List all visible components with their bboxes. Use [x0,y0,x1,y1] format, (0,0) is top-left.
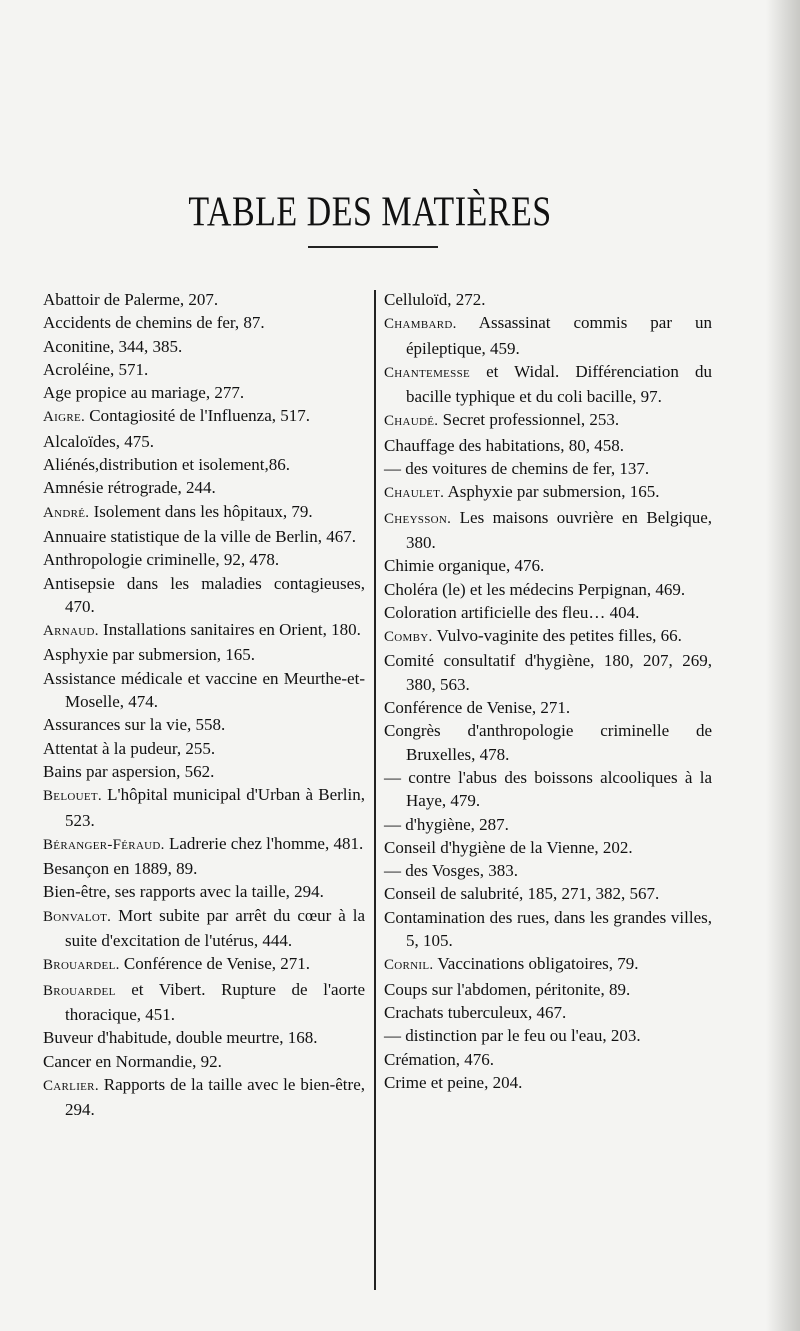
entry-text: — contre l'abus des boissons alcooliques à la Haye, 479. [384,767,712,811]
index-entry [384,601,712,624]
entry-text: — distinction par le feu ou l'eau, 203. [384,1026,641,1046]
entry-text: Les maisons ouvrière en Belgique, 380. [406,507,712,552]
index-entry [43,500,365,525]
index-entry [384,649,712,696]
entry-text: Asphyxie par submersion, 165. [444,482,660,502]
index-entry [384,311,712,360]
left-column [43,288,365,1121]
entry-text: Choléra (le) et les médecins Perpignan, 469. [384,579,686,599]
index-entry [384,1024,712,1047]
index-entry [384,360,712,409]
index-entry [43,832,365,857]
entry-text: Secret professionnel, 253. [438,410,620,430]
index-entry [384,1048,712,1071]
author-name: Béranger-Féraud. [43,836,165,853]
index-entry [43,525,365,548]
author-name: Chaulet. [384,485,445,502]
entry-text: Coups sur l'abdomen, péritonite, 89. [384,979,631,999]
entry-text: Conférence de Venise, 271. [119,954,311,974]
author-name: Cheysson. [384,510,452,527]
index-entry [43,713,365,736]
index-entry [43,381,365,404]
index-entry [43,1073,365,1122]
index-entry [43,643,365,666]
entry-text: et Widal. Différenciation du bacille typhique et du coli bacille, 97. [406,361,712,407]
index-entry [384,434,712,457]
entry-text: Aliénés,distribution et isolement,86. [43,455,290,475]
entry-text: Coloration artificielle des fleu… 404. [384,602,640,622]
author-name: Brouardel [43,982,116,999]
right-column [384,288,712,1094]
index-entry [384,882,712,905]
entry-text: Assurances sur la vie, 558. [43,715,226,735]
author-name: Arnaud. [43,623,99,640]
index-entry [384,696,712,719]
column-divider [374,290,376,1290]
index-entry [384,624,712,649]
entry-text: — des voitures de chemins de fer, 137. [384,459,650,479]
index-entry [384,906,712,953]
index-entry [43,572,365,619]
entry-text: Age propice au mariage, 277. [43,383,245,403]
entry-text: Conseil d'hygiène de la Vienne, 202. [384,837,633,857]
index-entry [384,813,712,836]
entry-text: Aconitine, 344, 385. [43,336,183,356]
index-entry [43,548,365,571]
index-entry [384,1001,712,1024]
entry-text: Cancer en Normandie, 92. [43,1051,222,1071]
page-edge [766,0,800,1331]
index-entry [384,480,712,505]
index-entry [43,978,365,1027]
author-name: Brouardel. [43,957,120,974]
entry-text: Mort subite par arrêt du cœur à la suite d'excitation de l'utérus, 444. [65,905,365,951]
index-entry [43,430,365,453]
index-entry [43,1026,365,1049]
entry-text: Antisepsie dans les maladies contagieuses, 470. [43,573,365,616]
index-entry [43,335,365,358]
entry-text: Conférence de Venise, 271. [384,698,571,718]
entry-text: Asphyxie par submersion, 165. [43,645,256,665]
entry-text: Ladrerie chez l'homme, 481. [164,833,364,853]
title-rule [308,246,438,248]
index-entry [43,667,365,714]
index-entry [43,737,365,760]
entry-text: Bien-être, ses rapports avec la taille, 294. [43,882,324,902]
entry-text: Accidents de chemins de fer, 87. [43,313,265,333]
entry-text: — d'hygiène, 287. [384,814,509,834]
author-name: Chaudé. [384,413,439,430]
entry-text: Congrès d'anthropologie criminelle de Bruxelles, 478. [384,721,712,764]
entry-text: Abattoir de Palerme, 207. [43,290,219,309]
author-name: André. [43,504,90,521]
index-entry [384,408,712,433]
entry-text: Vaccinations obligatoires, 79. [433,954,639,974]
entry-text: — des Vosges, 383. [384,861,518,881]
index-entry [384,766,712,813]
index-entry [43,404,365,429]
index-entry [384,554,712,577]
entry-text: L'hôpital municipal d'Urban à Berlin, 523. [65,785,365,830]
entry-text: Anthropologie criminelle, 92, 478. [43,550,280,570]
page-title: TABLE DES MATIÈRES [188,188,552,236]
index-entry [384,578,712,601]
entry-text: Buveur d'habitude, double meurtre, 168. [43,1028,318,1048]
entry-text: Rapports de la taille avec le bien-être, 294. [65,1074,365,1120]
author-name: Aigre. [43,409,86,426]
index-entry [43,453,365,476]
index-entry [43,783,365,832]
index-entry [43,1050,365,1073]
index-entry [384,288,712,311]
author-name: Bonvalot. [43,908,112,925]
index-entry [384,978,712,1001]
index-entry [43,358,365,381]
index-entry [384,457,712,480]
author-name: Chambard. [384,316,457,333]
entry-text: Annuaire statistique de la ville de Berlin, 467. [43,526,357,546]
index-entry [43,952,365,977]
index-entry [384,506,712,555]
author-name: Cornil. [384,957,434,974]
author-name: Carlier. [43,1077,99,1094]
index-entry [43,311,365,334]
index-entry [43,904,365,953]
entry-text: Installations sanitaires en Orient, 180. [98,620,361,640]
index-entry [384,836,712,859]
author-name: Comby. [384,629,433,646]
entry-text: Chauffage des habitations, 80, 458. [384,435,625,455]
entry-text: Contamination des rues, dans les grandes villes, 5, 105. [384,907,712,951]
entry-text: Crachats tuberculeux, 467. [384,1002,567,1022]
entry-text: Chimie organique, 476. [384,556,545,576]
index-entry [43,760,365,783]
entry-text: Conseil de salubrité, 185, 271, 382, 567. [384,884,660,904]
entry-text: et Vibert. Rupture de l'aorte thoracique, 451. [65,979,365,1024]
entry-text: Attentat à la pudeur, 255. [43,738,216,758]
entry-text: Bains par aspersion, 562. [43,761,215,781]
entry-text: Besançon en 1889, 89. [43,859,198,879]
index-entry [43,880,365,903]
index-entry [384,1071,712,1094]
entry-text: Assistance médicale et vaccine en Meurthe-et-Moselle, 474. [43,668,365,712]
entry-text: Alcaloïdes, 475. [43,431,154,451]
index-entry [384,859,712,882]
index-entry [43,857,365,880]
index-entry [43,618,365,643]
index-entry [43,288,365,311]
entry-text: Acroléine, 571. [43,359,149,379]
index-entry [384,952,712,977]
entry-text: Comité consultatif d'hygiène, 180, 207, 269, 380, 563. [384,651,712,694]
entry-text: Crémation, 476. [384,1049,495,1069]
index-entry [43,476,365,499]
entry-text: Vulvo-vaginite des petites filles, 66. [432,626,682,646]
entry-text: Contagiosité de l'Influenza, 517. [85,406,310,426]
author-name: Chantemesse [384,364,471,381]
index-entry [384,719,712,766]
entry-text: Isolement dans les hôpitaux, 79. [89,501,313,521]
entry-text: Assassinat commis par un épileptique, 459. [406,313,712,358]
entry-text: Celluloïd, 272. [384,290,486,309]
author-name: Belouet. [43,788,102,805]
entry-text: Crime et peine, 204. [384,1072,523,1092]
entry-text: Amnésie rétrograde, 244. [43,478,216,498]
